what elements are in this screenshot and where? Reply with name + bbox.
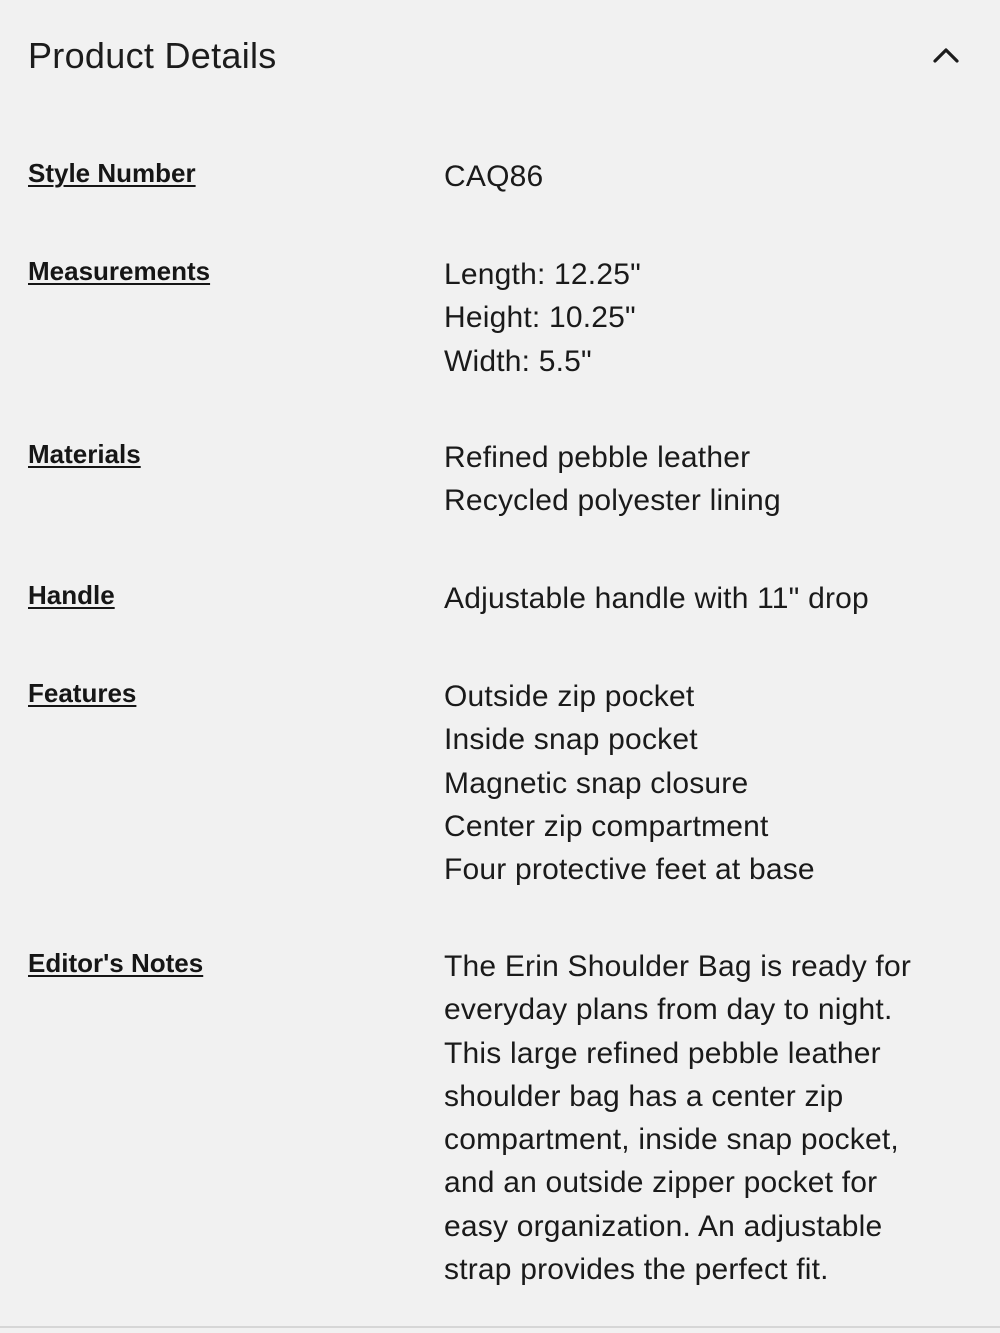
editors-notes-line: everyday plans from day to night. <box>444 993 893 1027</box>
style-number-label[interactable]: Style Number <box>28 158 196 188</box>
section-divider <box>0 1326 1000 1328</box>
measurement-length: Length: 12.25" <box>444 258 641 291</box>
editors-notes-line: The Erin Shoulder Bag is ready for <box>444 950 912 983</box>
measurement-width: Width: 5.5" <box>444 344 592 378</box>
measurements-values <box>444 253 964 383</box>
feature-item: Magnetic snap closure <box>444 766 749 800</box>
editors-notes-text <box>444 945 964 1291</box>
editors-notes-line: This large refined pebble leather <box>444 1036 881 1070</box>
material-item: Recycled polyester lining <box>444 484 781 518</box>
materials-label[interactable]: Materials <box>28 439 141 469</box>
features-values <box>444 675 964 891</box>
handle-label[interactable]: Handle <box>28 580 115 610</box>
handle-value: Adjustable handle with 11" drop <box>444 582 869 615</box>
editors-notes-line: shoulder bag has a center zip <box>444 1079 844 1113</box>
feature-item: Center zip compartment <box>444 809 769 843</box>
editors-notes-label[interactable]: Editor's Notes <box>28 948 204 978</box>
material-item: Refined pebble leather <box>444 441 751 474</box>
style-number-values <box>444 155 964 198</box>
materials-values <box>444 436 964 523</box>
product-details-header[interactable] <box>28 30 972 82</box>
measurements-label[interactable]: Measurements <box>28 256 211 286</box>
handle-values <box>444 577 964 620</box>
style-number-value: CAQ86 <box>444 160 544 193</box>
editors-notes-line: compartment, inside snap pocket, <box>444 1123 899 1157</box>
feature-item: Outside zip pocket <box>444 680 695 713</box>
feature-item: Four protective feet at base <box>444 853 815 887</box>
feature-item: Inside snap pocket <box>444 723 698 757</box>
editors-notes-line: easy organization. An adjustable <box>444 1209 883 1243</box>
measurement-height: Height: 10.25" <box>444 301 636 335</box>
editors-notes-line: and an outside zipper pocket for <box>444 1166 878 1200</box>
features-label[interactable]: Features <box>28 678 137 708</box>
editors-notes-line: strap provides the perfect fit. <box>444 1253 829 1287</box>
chevron-up-icon[interactable] <box>932 44 960 66</box>
section-title: Product Details <box>28 35 277 76</box>
